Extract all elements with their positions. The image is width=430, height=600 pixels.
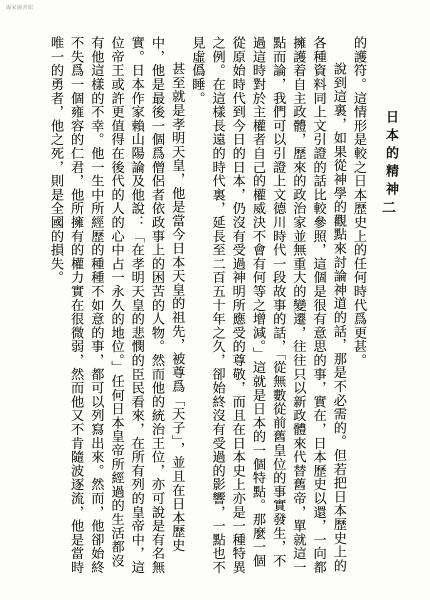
paragraph-1: 的護符。這情形是較之日本歷史上的任何時代爲更甚。 — [351, 36, 366, 368]
running-head: 日本的精神 — [383, 110, 398, 200]
paragraph-3: 甚至就是孝明天皇，他是當今日本天皇的祖先，被尊爲「天子」，並且在日本歷史中，他是最後一個爲僧侶者依政事上的困苦的人物。然而他的統治王位，亦可說是有名無實。日本作家賴山陽論及他說：「在孝明天皇的悲憫的臣民看來，在所有列的皇帝中，這位帝王或許更值得在後代的人的心中占一永久的地位。」任何日本皇帝所經過的生活都沒有他這樣的不幸。他一生中所經歷的種種不如意的事，都可以列寫出來。然而，他卻始終不失爲一個雍容的仁君，他所擁有的權力實在很微弱，然而他又不肯隨波逐流，他是當時唯一的勇者，他之死，則是全國的損失。 — [47, 36, 185, 575]
library-watermark: 國家圖書館 — [6, 5, 34, 11]
paragraph-2: 說到這裏，如果從神學的觀點來討論神道的話，那是不必需的。但若把日本歷史上的各種資料同上文引證的話比較參照，這個是很有意思的事，實在，日本歷史以還，一向都擁護着自主政體，歷來的政治家並無重大的變遷，往往只以新政體來代替舊帝，單就這一點而論，我們可以引證上文德川時代一段故事的話，「從無數從前舊皇位的事實發生，不過這時對於主權者自己的權威決不會有何等之增減。」這就是日本的一個特點。那麼一個從原始時代到今日的日本，仍沒有受過神明所應受的尊敬，而且在日本史上亦是一種特異之例。在這樣長遠的時代裏，延長至二百五十年之久，卻始終沒有受過的影響，一點也不見虛僞睡。 — [189, 36, 346, 575]
body-text — [28, 36, 368, 576]
page-number: 二 — [380, 200, 396, 214]
